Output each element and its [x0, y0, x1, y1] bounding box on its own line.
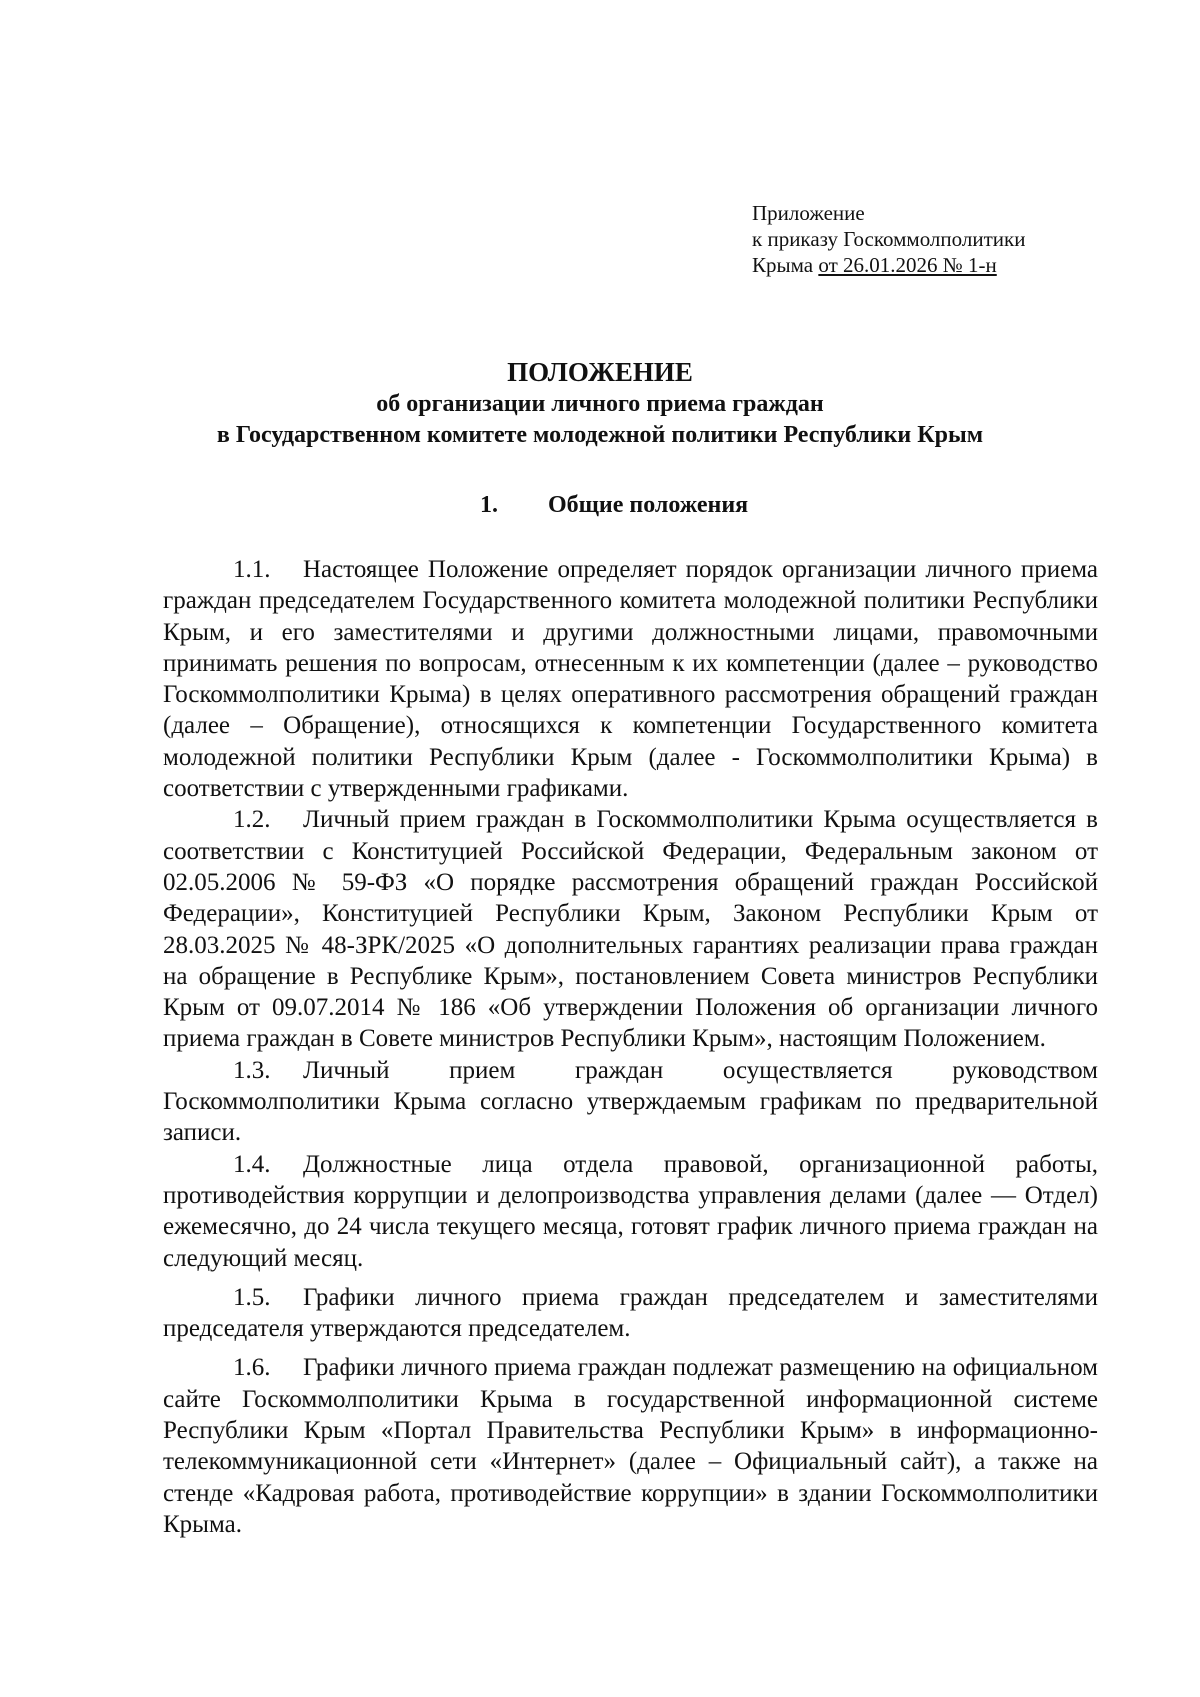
- appendix-note: [752, 200, 1025, 278]
- paragraph-1-4: [163, 1149, 1098, 1274]
- section-heading: [480, 490, 748, 520]
- paragraph-number: 1.6.: [233, 1354, 271, 1382]
- paragraph-1-6: [163, 1352, 1098, 1540]
- paragraph-number: 1.5.: [233, 1283, 271, 1311]
- document-title: ПОЛОЖЕНИЕ: [507, 357, 693, 387]
- section-title: Общие положения: [548, 492, 749, 518]
- paragraph-number: 1.2.: [233, 806, 271, 834]
- section-number: 1.: [480, 492, 498, 518]
- paragraph-1-5: [163, 1282, 1098, 1345]
- document-body: [163, 554, 1098, 1540]
- appendix-line-1: Приложение: [752, 201, 865, 225]
- document-subtitle-line-2: в Государственном комитете молодежной политики Республики Крым: [216, 422, 984, 448]
- order-reference: от 26.01.2026 № 1-н: [818, 253, 997, 277]
- paragraph-1-1: [163, 554, 1098, 804]
- document-title-block: [100, 355, 1100, 451]
- paragraph-text: Настоящее Положение определяет порядок организации личного приема граждан председателем Государственного комитета молодежной политики Республики Крым, и его заместителями и другими должностными лицами, правомочными принимать решения по вопросам, отнесенным к их компетенции (далее – руководство Госкоммолполитики Крыма) в целях оперативного рассмотрения обращений граждан (далее – Обращение), относящихся к компетенции Государственного комитета молодежной политики Республики Крым (далее - Госкоммолполитики Крыма) в соответствии с утвержденными графиками.: [163, 556, 1098, 803]
- document-subtitle-line-1: об организации личного приема граждан: [376, 391, 824, 417]
- paragraph-text: Графики личного приема граждан председателем и заместителями председателя утверждаются председателем.: [163, 1283, 1098, 1343]
- paragraph-number: 1.3.: [233, 1056, 271, 1084]
- paragraph-1-2: [163, 804, 1098, 1054]
- appendix-line-3: [752, 252, 1025, 278]
- paragraph-number: 1.1.: [233, 556, 271, 583]
- appendix-line-2: к приказу Госкоммолполитики: [752, 227, 1026, 251]
- paragraph-text: Графики личного приема граждан подлежат размещению на официальном сайте Госкоммолполитики Крыма в государственной информационной системе Республики Крым «Портал Правительства Республики Крым» в информационно-телекоммуникационной сети «Интернет» (далее – Официальный сайт), а также на стенде «Кадровая работа, противодействие коррупции» в здании Госкоммолполитики Крыма.: [163, 1354, 1098, 1538]
- paragraph-1-3: [163, 1055, 1098, 1149]
- paragraph-text: Должностные лица отдела правовой, организационной работы, противодействия коррупции и делопроизводства управления делами (далее — Отдел) ежемесячно, до 24 числа текущего месяца, готовят график личного приема граждан на следующий месяц.: [163, 1150, 1098, 1272]
- paragraph-text: Личный прием граждан осуществляется руководством Госкоммолполитики Крыма согласно утверждаемым графикам по предварительной записи.: [163, 1056, 1098, 1147]
- appendix-line-3-prefix: Крыма: [752, 253, 819, 277]
- paragraph-number: 1.4.: [233, 1150, 271, 1178]
- paragraph-text: Личный прием граждан в Госкоммолполитики Крыма осуществляется в соответствии с Конституцией Российской Федерации, Федеральным законом от 02.05.2006 № 59-ФЗ «О порядке рассмотрения обращений граждан Российской Федерации», Конституцией Республики Крым, Законом Республики Крым от 28.03.2025 № 48-ЗРК/2025 «О дополнительных гарантиях реализации права граждан на обращение в Республике Крым», постановлением Совета министров Республики Крым от 09.07.2014 № 186 «Об утверждении Положения об организации личного приема граждан в Совете министров Республики Крым», настоящим Положением.: [163, 806, 1098, 1053]
